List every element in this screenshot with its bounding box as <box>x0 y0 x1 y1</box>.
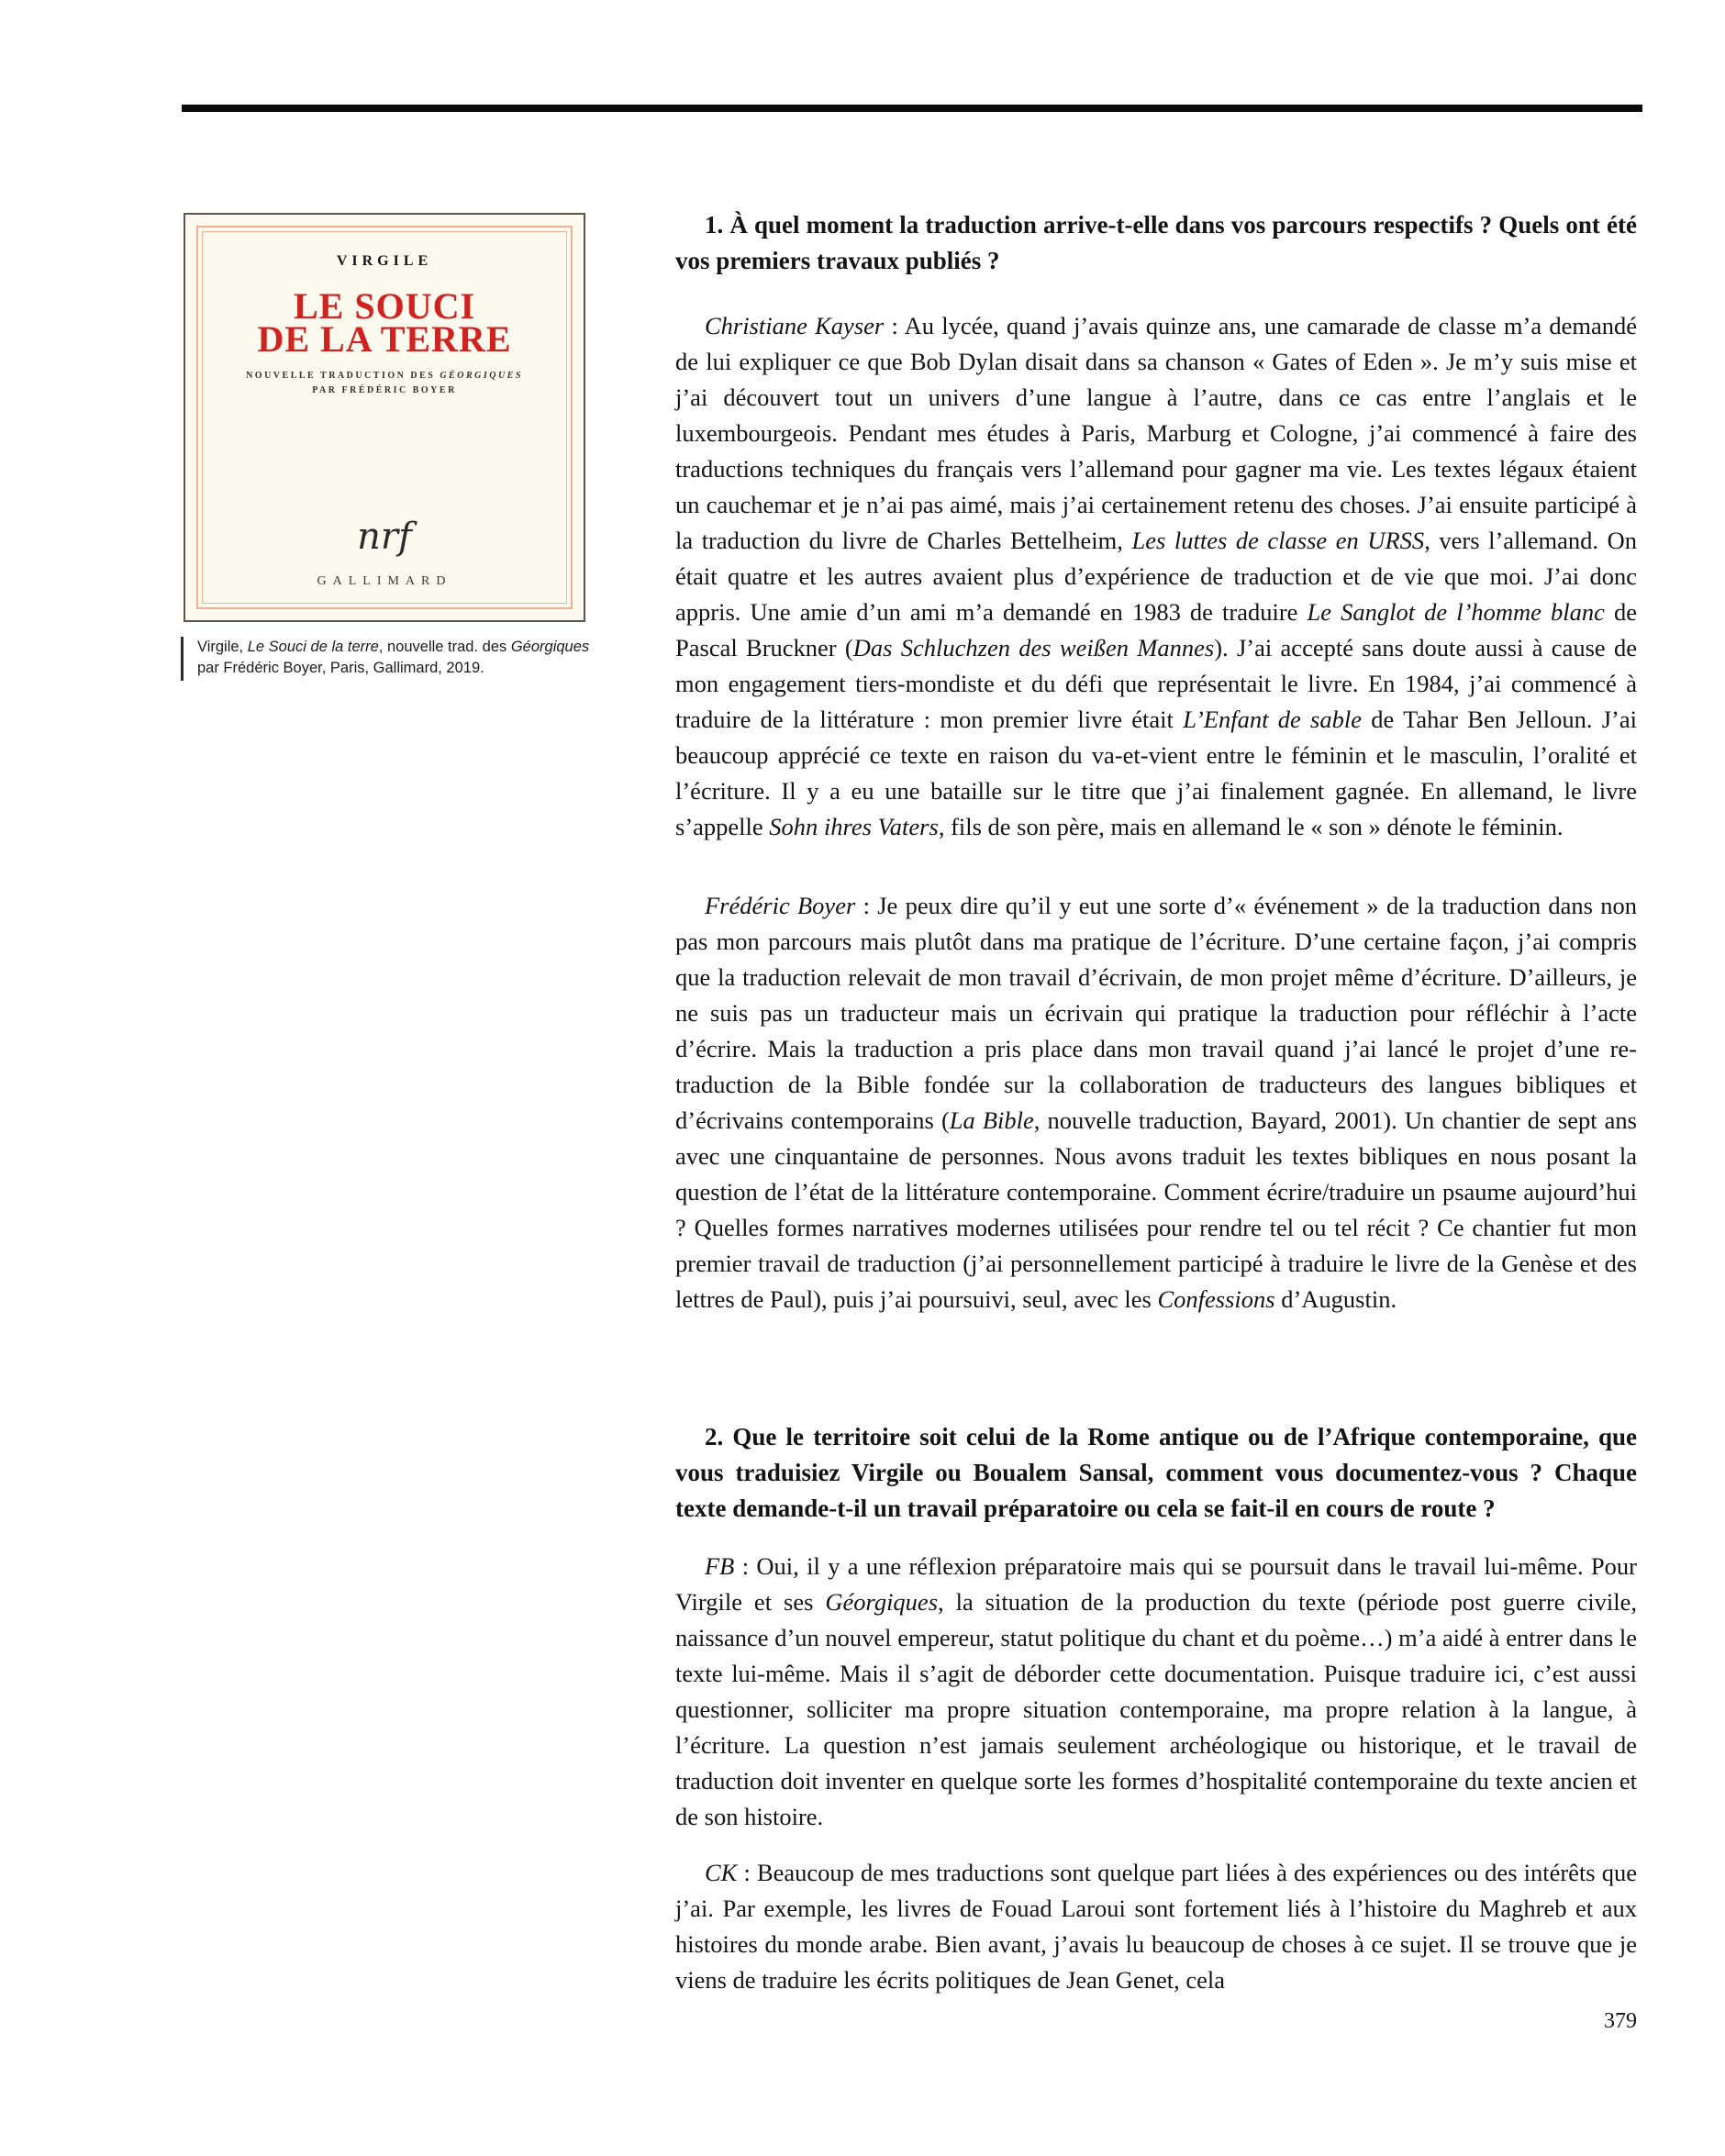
question-2-heading: 2. Que le territoire soit celui de la Rome antique ou de l’Afrique contemporaine, que vous traduisiez Virgile ou Boualem Sansal, comment vous documentez-vous ? Chaque texte demande-t-il un travail préparatoire ou cela se fait-il en cours de route ? <box>675 1423 1637 1522</box>
caption-text: Virgile, Le Souci de la terre, nouvelle trad. des Géorgiques par Frédéric Boyer, Paris, Gallimard, 2019. <box>197 639 590 676</box>
cover-subtitle <box>185 369 584 398</box>
cover-subtitle-line-1: NOUVELLE TRADUCTION DES GÉORGIQUES <box>246 371 523 381</box>
cover-title-line-1: LE SOUCI <box>293 285 476 327</box>
cover-publisher: GALLIMARD <box>317 574 452 588</box>
cover-subtitle-line-2: PAR FRÉDÉRIC BOYER <box>312 385 457 395</box>
question-1-heading: 1. À quel moment la traduction arrive-t-elle dans vos parcours respectifs ? Quels ont été vos premiers travaux publiés ? <box>675 211 1637 274</box>
answer-2-paragraph: Frédéric Boyer : Je peux dire qu’il y eut une sorte d’« événement » de la traduction dans non pas mon parcours mais plutôt dans ma pratique de l’écriture. D’une certaine façon, j’ai compris que la traduction relevait de mon travail d’écrivain, de mon projet même d’écriture. D’ailleurs, je ne suis pas un traducteur mais un écrivain qui pratique la traduction pour réfléchir à l’acte d’écrire. Mais la traduction a pris place dans mon travail quand j’ai lancé le projet d’une re-traduction de la Bible fondée sur la collaboration de traducteurs des langues bibliques et d’écrivains contemporains (La Bible, nouvelle traduction, Bayard, 2001). Un chantier de sept ans avec une cinquantaine de personnes. Nous avons traduit les textes bibliques en nous posant la question de l’état de la littérature contemporaine. Comment écrire/traduire un psaume aujourd’hui ? Quelles formes narratives modernes utilisées pour rendre tel ou tel récit ? Ce chantier fut mon premier travail de traduction (j’ai personnellement participé à traduire le livre de la Genèse et des lettres de Paul), puis j’ai poursuivi, seul, avec les Confessions d’Augustin. <box>675 892 1637 1313</box>
book-cover <box>184 213 585 622</box>
caption-bar <box>181 637 184 681</box>
answer-4-paragraph: CK : Beaucoup de mes traductions sont quelque part liées à des expériences ou des intérêts que j’ai. Par exemple, les livres de Fouad Laroui sont fortement liés à l’histoire du Maghreb et aux histoires du monde arabe. Bien avant, j’avais lu beaucoup de choses à ce sujet. Il se trouve que je viens de traduire les écrits politiques de Jean Genet, cela <box>675 1859 1637 1994</box>
nrf-logo: nrf <box>357 516 412 558</box>
cover-author: VIRGILE <box>336 253 433 269</box>
answer-3-paragraph: FB : Oui, il y a une réflexion préparatoire mais qui se poursuit dans le travail lui-même. Pour Virgile et ses Géorgiques, la situation de la production du texte (période post guerre civile, naissance d’un nouvel empereur, statut politique du chant et du poème…) m’a aidé à entrer dans le texte lui-même. Mais il s’agit de déborder cette documentation. Puisque traduire ici, c’est aussi questionner, solliciter ma propre situation contemporaine, ma propre relation à la langue, à l’écriture. La question n’est jamais seulement archéologique ou historique, et le travail de traduction doit inventer en quelque sorte les formes d’hospitalité contemporaine du texte ancien et de son histoire. <box>675 1552 1637 1830</box>
cover-title <box>185 285 584 360</box>
answer-1-paragraph: Christiane Kayser : Au lycée, quand j’avais quinze ans, une camarade de classe m’a demandé de lui expliquer ce que Bob Dylan disait dans sa chanson « Gates of Eden ». Je m’y suis mise et j’ai découvert tout un univers d’une langue à l’autre, dans ce cas entre l’anglais et le luxembourgeois. Pendant mes études à Paris, Marburg et Cologne, j’ai commencé à faire des traductions techniques du français vers l’allemand pour gagner ma vie. Les textes légaux étaient un cauchemar et je n’ai pas aimé, mais j’ai certainement retenu des choses. J’ai ensuite participé à la traduction du livre de Charles Bettelheim, Les luttes de classe en URSS, vers l’allemand. On était quatre et les autres avaient plus d’expérience de traduction et de vie que moi. J’ai donc appris. Une amie d’un ami m’a demandé en 1983 de traduire Le Sanglot de l’homme blanc de Pascal Bruckner (Das Schluchzen des weißen Mannes). J’ai accepté sans doute aussi à cause de mon engagement tiers-mondiste et du défi que représentait le livre. En 1984, j’ai commencé à traduire de la littérature : mon premier livre était L’Enfant de sable de Tahar Ben Jelloun. J’ai beaucoup apprécié ce texte en raison du va-et-vient entre le féminin et le masculin, l’oralité et l’écriture. Il y a eu une bataille sur le titre que j’ai finalement gagnée. En allemand, le livre s’appelle Sohn ihres Vaters, fils de son père, mais en allemand le « son » dénote le féminin. <box>675 312 1638 840</box>
figure-caption <box>181 637 603 681</box>
cover-title-line-2: DE LA TERRE <box>257 318 512 360</box>
top-rule <box>182 105 1642 112</box>
page-number: 379 <box>1604 2009 1637 2033</box>
